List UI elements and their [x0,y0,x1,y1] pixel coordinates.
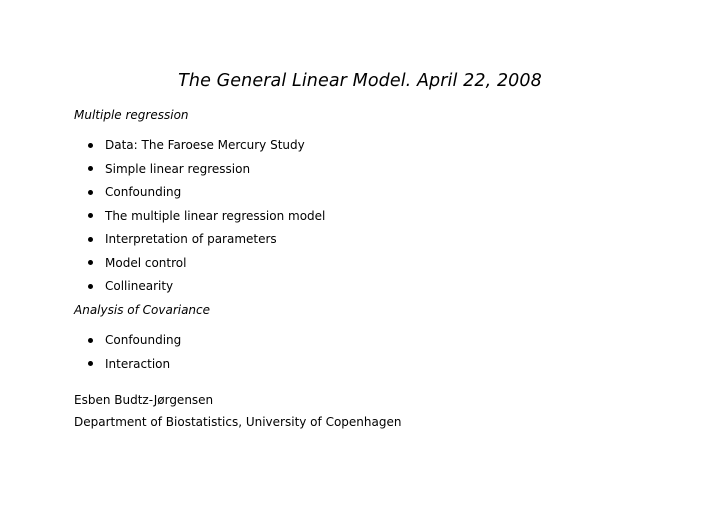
section-heading: Multiple regression [74,108,189,122]
bullet-icon [88,260,93,265]
slide-title: The General Linear Model. April 22, 2008 [178,71,542,91]
list-item-text: Interaction [105,356,171,371]
list-item [74,184,189,208]
list-item [74,356,210,380]
section-multiple-regression [74,107,326,302]
list-item [74,161,251,185]
bullet-icon [88,237,93,242]
list-item [74,137,305,161]
list-item-text: Model control [105,255,187,270]
list-item [74,278,189,302]
bullet-icon [88,213,93,218]
bullet-icon [88,338,93,343]
section-analysis-of-covariance [74,302,210,379]
list-item-text: Interpretation of parameters [105,232,277,246]
bullet-list [74,332,210,379]
author-block [74,392,401,436]
list-item-text: The multiple linear regression model [105,208,326,223]
bullet-icon [88,361,93,366]
list-item-text: Data: The Faroese Mercury Study [105,138,305,152]
list-item-text: Confounding [105,185,182,199]
list-item [74,332,210,356]
bullet-icon [88,190,93,195]
author-name: Esben Budtz-Jørgensen [74,393,214,407]
author-affiliation: Department of Biostatistics, University of Copenhagen [74,415,402,429]
bullet-icon [88,284,93,289]
bullet-icon [88,143,93,148]
list-item-text: Simple linear regression [105,161,251,176]
bullet-list [74,137,326,302]
bullet-icon [88,166,93,171]
list-item-text: Confounding [105,333,182,347]
list-item-text: Collinearity [105,279,174,293]
list-item [74,255,189,279]
section-heading: Analysis of Covariance [74,303,211,317]
list-item [74,208,326,232]
list-item [74,231,277,255]
